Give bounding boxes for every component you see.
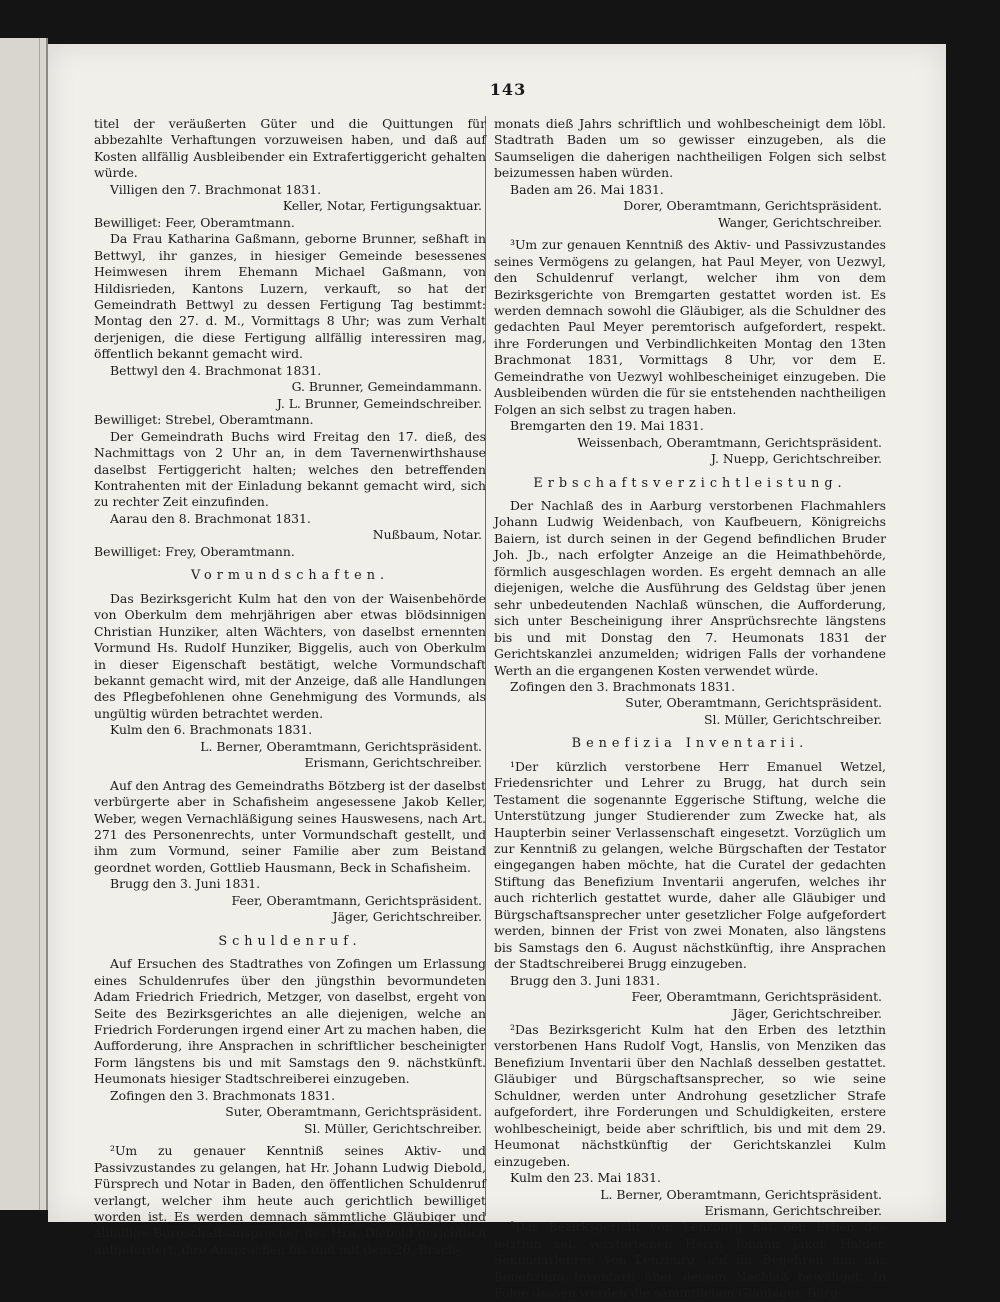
notice-signature: Dorer, Oberamtmann, Gerichtspräsident. xyxy=(623,198,882,214)
notice-signature: Jäger, Gerichtschreiber. xyxy=(732,1005,882,1021)
notice-approval: Bewilliget: Feer, Oberamtmann. xyxy=(94,214,295,230)
notice-approval: Bewilliget: Frey, Oberamtmann. xyxy=(94,543,295,559)
notice-paragraph: ³Um zur genauen Kenntniß des Aktiv- und Passivzustandes seines Vermögens zu gelangen, hat Paul Meyer, von Uezwyl, den Schuldenruf verlangt, welcher ihm von dem Bezirksgerichte von Bremgarten gestattet worden ist. Es werden demnach sowohl die Gläubiger, als die Schuldner des gedachten Paul Meyer peremtorisch aufgefordert, respekt. ihre Forderungen und Verbindlichkeiten Montag den 13ten Brachmonat 1831, Vormittags 8 Uhr, vor dem E. Gemeindrathe von Uezwyl wohlbescheiniget einzugeben. Die Ausbleibenden würden die für sie entstehenden nachtheiligen Folgen an sich selbst zu tragen haben. xyxy=(494,237,886,417)
notice-paragraph: titel der veräußerten Güter und die Quittungen für abbezahlte Verhaftungen vorzuweisen haben, und daß auf Kosten allfällig Ausbleibender ein Extrafertiggericht gehalten würde. xyxy=(94,116,486,181)
notice-paragraph: Auf Ersuchen des Stadtrathes von Zofingen um Erlassung eines Schuldenrufes über den jüngsthin bevormundeten Adam Friedrich Friedrich, Metzger, von daselbst, ergeht von Seite des Bezirksgerichtes an alle diejenigen, welche an Friedrich Forderungen irgend einer Art zu machen haben, die Aufforderung, ihre Ansprachen in schriftlicher bescheinigter Form längstens bis und mit Samstags den 9. nächstkünft. Heumonats hiesiger Stadtschreiberei einzugeben. xyxy=(94,956,486,1087)
notice-signature: J. Nuepp, Gerichtschreiber. xyxy=(710,451,882,467)
right-column xyxy=(494,116,886,1302)
notice-signature: Jäger, Gerichtschreiber. xyxy=(332,909,482,925)
book-binding-edge xyxy=(0,38,48,1210)
notice-signature: Erismann, Gerichtschreiber. xyxy=(304,755,482,771)
notice-signature: Sl. Müller, Gerichtschreiber. xyxy=(304,1120,482,1136)
section-heading-guardianships: Vormundschaften. xyxy=(190,568,390,584)
notice-date: Brugg den 3. Juni 1831. xyxy=(110,876,261,892)
notice-date: Brugg den 3. Juni 1831. xyxy=(510,972,661,988)
notice-signature: Wanger, Gerichtschreiber. xyxy=(717,214,882,230)
section-heading-debt-call: Schuldenruf. xyxy=(218,933,362,949)
notice-paragraph: monats dieß Jahrs schriftlich und wohlbescheinigt dem löbl. Stadtrath Baden um so gewisser einzugeben, als die Saumseligen die daherigen nachtheiligen Folgen sich selbst beizumessen haben würden. xyxy=(494,116,886,181)
notice-paragraph: Der Nachlaß des in Aarburg verstorbenen Flachmahlers Johann Ludwig Weidenbach, von Kaufbeuern, Königreichs Baiern, ist durch seinen in der Gegend befindlichen Bruder Joh. Jb., nach erfolgter Anzeige an die Heimathbehörde, förmlich ausgeschlagen worden. Es ergeht demnach an alle diejenigen, welche die Ausführung des Geldstag über jenen sehr unbedeutenden Nachlaß wünschen, die Aufforderung, sich unter Bescheinigung ihrer Ansprüchsrechte längstens bis und mit Donstag den 7. Heumonats 1831 der Gerichtskanzlei anzumelden; widrigen Falls der vorhandene Werth an die ergangenen Kosten verwendet würde. xyxy=(494,497,886,678)
notice-paragraph: ²Das Bezirksgericht Kulm hat den Erben des letzthin verstorbenen Hans Rudolf Vogt, Hanslis, von Menziken das Benefizium Inventarii über den Nachlaß desselben gestattet. Gläubiger und Bürgschaftsansprecher, so wie seine Schuldner, werden unter Androhung gesetzlicher Strafe aufgefordert, ihre Forderungen und Schuldigkeiten, erstere wohlbescheinigt, beide aber schriftlich, bis und mit dem 29. Heumonat nächstkünftig der Gerichtskanzlei Kulm einzugeben. xyxy=(494,1022,886,1169)
notice-signature: Feer, Oberamtmann, Gerichtspräsident. xyxy=(631,989,882,1005)
notice-signature: Suter, Oberamtmann, Gerichtspräsident. xyxy=(225,1104,482,1120)
notice-paragraph: Auf den Antrag des Gemeindraths Bötzberg ist der daselbst verbürgerte aber in Schafisheim angesessene Jakob Keller, Weber, wegen Vernachläßigung seines Hauswesens, nach Art. 271 des Personenrechts, unter Vormundschaft gestellt, und ihm zum Vormund, seiner Familie aber zum Beistand geordnet worden, Gottlieb Hausmann, Beck in Schafisheim. xyxy=(94,777,486,875)
page-number: 143 xyxy=(489,80,527,99)
notice-paragraph: ²Um zu genauer Kenntniß seines Aktiv- und Passivzustandes zu gelangen, hat Hr. Johann Ludwig Diebold, Fürsprech und Notar in Baden, den öffentlichen Schuldenruf verlangt, welcher ihm heute auch gerichtlich bewilliget worden ist. Es werden demnach sämmtliche Gläubiger und allfällige Bürgschaftsansprecher des Hrn. Diebold gerichtlich aufgefordert, ihre Ansprachen bis und mit dem 20. Brach- xyxy=(94,1143,486,1257)
section-heading-benefizia-inventarii: Benefizia Inventarii. xyxy=(571,736,809,752)
notice-paragraph: ¹Der kürzlich verstorbene Herr Emanuel Wetzel, Friedensrichter und Lehrer zu Brugg, hat durch sein Testament die sogenannte Eggerische Stiftung, welche die Unterstützung junger Studierender zum Zwecke hat, als Haupterbin seiner Verlassenschaft eingesetzt. Vorzüglich um zur Kenntniß zu gelangen, welche Bürgschaften der Testator eingegangen haben möchte, hat die Curatel der gedachten Stiftung das Benefizium Inventarii angerufen, welches ihr auch richterlich gestattet wurde, daher alle Gläubiger und Bürgschaftsansprecher unter gesetzlicher Folge aufgefordert werden, binnen der Frist von zwei Monaten, also längstens bis Samstags den 6. August nächstkünftig, ihre Ansprachen der Stadtschreiberei Brugg einzugeben. xyxy=(494,758,886,972)
notice-signature: J. L. Brunner, Gemeindschreiber. xyxy=(276,395,482,411)
notice-paragraph: ²Das Bezirksgericht von Lenzburg hat den Erben des letzthin sel. verstorbenen Herrn Johann Jakob Halder, Sekundarlehrer, von Lenzburg, auf ihr Begehren hin, das Benefizium Inventarii über dessen Nachlaß bewilliget. In Folge dessen werden die sämmtlichen Gläubiger, Bürg- xyxy=(494,1219,886,1301)
notice-date: Zofingen den 3. Brachmonats 1831. xyxy=(110,1087,336,1103)
left-column xyxy=(94,116,486,1258)
notice-date: Villigen den 7. Brachmonat 1831. xyxy=(110,181,322,197)
notice-paragraph: Das Bezirksgericht Kulm hat den von der Waisenbehörde von Oberkulm dem mehrjährigen aber etwas blödsinnigen Christian Hunziker, alten Wächters, von daselbst ernennten Vormund Hs. Rudolf Hunziker, Biggelis, auch von Oberkulm in dieser Eigenschaft bestätigt, welche Vormundschaft bekannt gemacht wird, mit der Anzeige, daß alle Handlungen des Pflegbefohlenen ohne Genehmigung des Vormunds, als ungültig würden betrachtet werden. xyxy=(94,590,486,721)
notice-paragraph: Da Frau Katharina Gaßmann, geborne Brunner, seßhaft in Bettwyl, ihr ganzes, in hiesiger Gemeinde besessenes Heimwesen ihrem Ehemann Michael Gaßmann, von Hildisrieden, Kantons Luzern, verkauft, so hat der Gemeindrath Bettwyl zu dessen Fertigung Tag bestimmt: Montag den 27. d. M., Vormittags 8 Uhr; was zum Verhalt derjenigen, die diese Fertigung allfällig interessiren mag, öffentlich bekannt gemacht wird. xyxy=(94,231,486,362)
notice-date: Kulm den 6. Brachmonats 1831. xyxy=(110,722,313,738)
notice-date: Bremgarten den 19. Mai 1831. xyxy=(510,418,704,434)
notice-signature: Suter, Oberamtmann, Gerichtspräsident. xyxy=(625,695,882,711)
notice-paragraph: Der Gemeindrath Buchs wird Freitag den 17. dieß, des Nachmittags von 2 Uhr an, in dem Tavernenwirthshause daselbst Fertiggericht halten; welches den betreffenden Kontrahenten mit der Einladung bekannt gemacht wird, sich zu rechter Zeit einzufinden. xyxy=(94,428,486,510)
notice-signature: Keller, Notar, Fertigungsaktuar. xyxy=(282,198,482,214)
notice-date: Kulm den 23. Mai 1831. xyxy=(510,1170,661,1186)
notice-date: Zofingen den 3. Brachmonats 1831. xyxy=(510,678,736,694)
notice-signature: Erismann, Gerichtschreiber. xyxy=(704,1203,882,1218)
notice-signature: Feer, Oberamtmann, Gerichtspräsident. xyxy=(231,892,482,908)
notice-signature: Sl. Müller, Gerichtschreiber. xyxy=(704,711,882,727)
notice-signature: L. Berner, Oberamtmann, Gerichtspräsident. xyxy=(600,1186,882,1202)
section-heading-inheritance-waiver: Erbschaftsverzichtleistung. xyxy=(533,475,847,491)
notice-signature: G. Brunner, Gemeindammann. xyxy=(291,379,482,395)
notice-date: Baden am 26. Mai 1831. xyxy=(510,181,664,197)
notice-approval: Bewilliget: Strebel, Oberamtmann. xyxy=(94,412,314,428)
binding-fold-line xyxy=(39,38,40,1210)
notice-signature: Weissenbach, Oberamtmann, Gerichtspräsident. xyxy=(577,434,882,450)
notice-date: Aarau den 8. Brachmonat 1831. xyxy=(110,510,311,526)
newspaper-page xyxy=(48,44,946,1301)
notice-date: Bettwyl den 4. Brachmonat 1831. xyxy=(110,362,322,378)
notice-signature: Nußbaum, Notar. xyxy=(372,527,482,543)
notice-signature: L. Berner, Oberamtmann, Gerichtspräsident. xyxy=(200,738,482,754)
